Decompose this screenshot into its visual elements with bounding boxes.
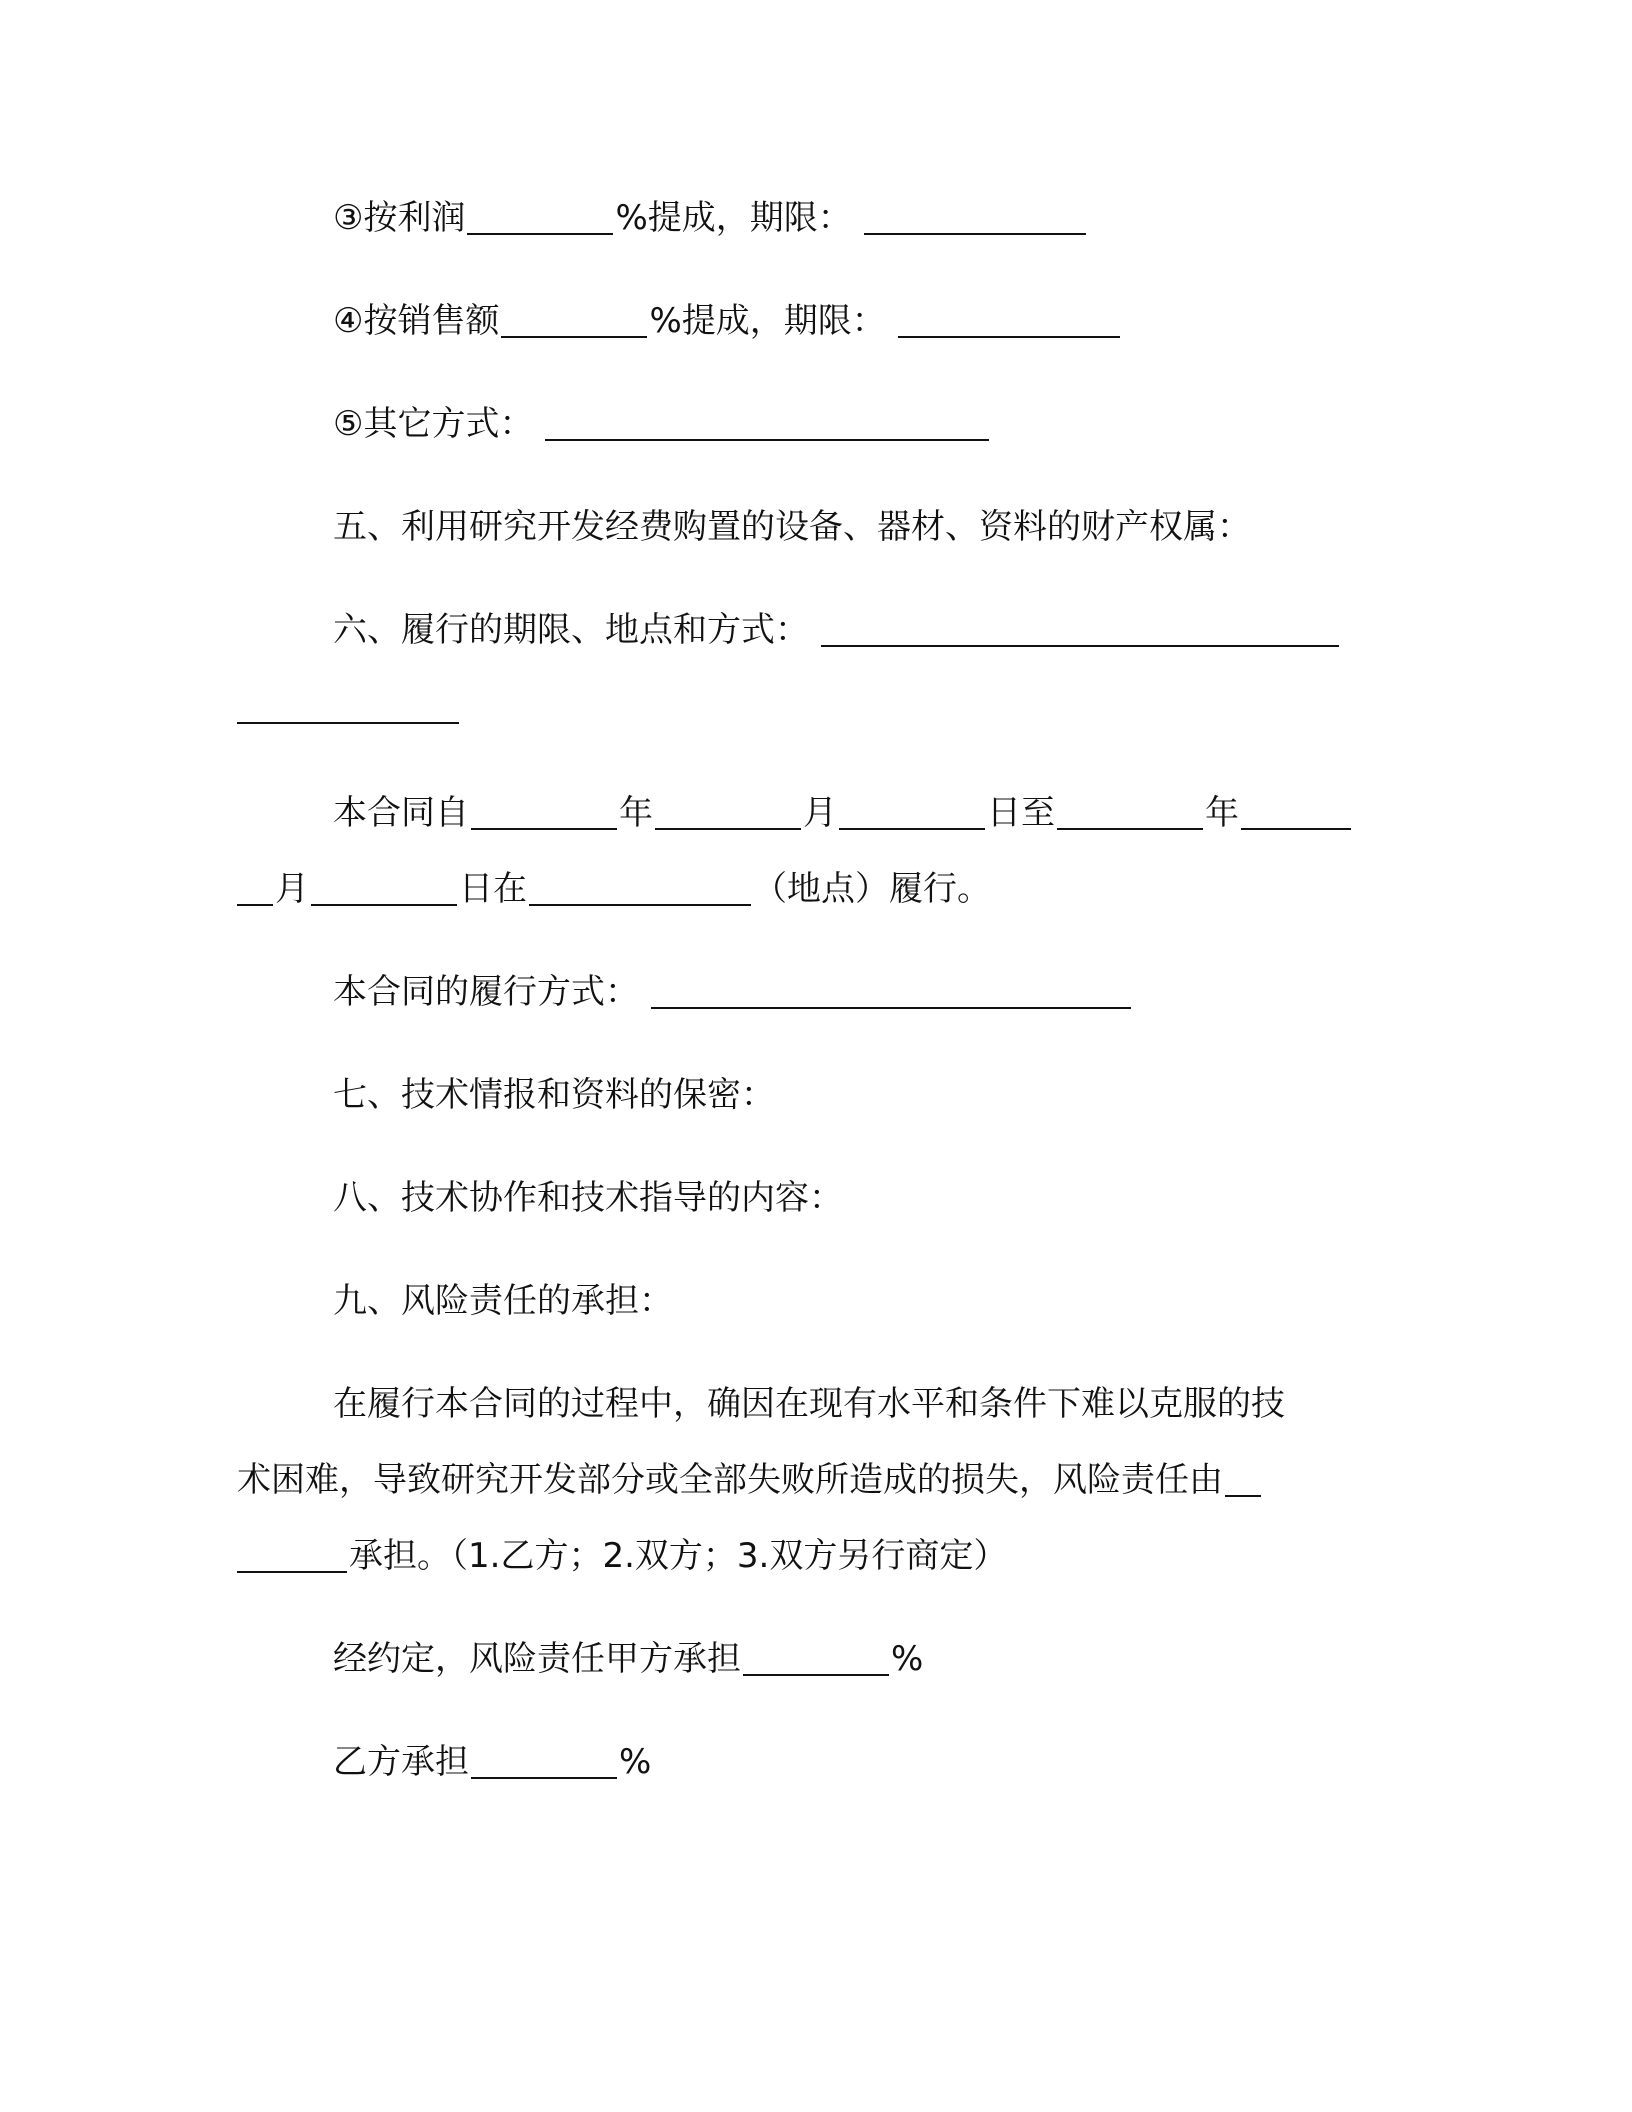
end-month-blank-continued[interactable] (237, 866, 273, 906)
clause-sales-share (333, 296, 1122, 346)
start-month-blank[interactable] (655, 790, 801, 830)
party-b-risk-blank[interactable] (471, 1739, 617, 1779)
end-month-blank[interactable] (1241, 790, 1351, 830)
sales-share-label: ④按销售额 (333, 301, 500, 341)
performance-method-line (333, 967, 1133, 1017)
risk-bearer-blank[interactable] (1225, 1457, 1261, 1497)
performance-method-blank[interactable] (651, 969, 1131, 1009)
section-five-text: 五、利用研究开发经费购置的设备、器材、资料的财产权属： (333, 507, 1251, 547)
party-b-risk-line (333, 1737, 651, 1787)
day-at-label: 日在 (459, 869, 527, 909)
risk-paragraph-text-1: 在履行本合同的过程中，确因在现有水平和条件下难以克服的技 (333, 1384, 1285, 1424)
section-seven-text: 七、技术情报和资料的保密： (333, 1075, 775, 1115)
party-a-percent-sign: % (891, 1639, 924, 1679)
profit-share-label: ③按利润 (333, 198, 466, 238)
end-day-blank[interactable] (311, 866, 457, 906)
party-b-risk-label: 乙方承担 (333, 1742, 469, 1782)
place-suffix: （地点）履行。 (753, 869, 991, 909)
risk-paragraph-line-3 (237, 1531, 1007, 1581)
section-six-heading (333, 605, 1341, 655)
section-nine-heading (333, 1276, 673, 1326)
clause-other-method (333, 399, 991, 449)
day-to-label: 日至 (987, 793, 1055, 833)
profit-percent-blank[interactable] (467, 195, 613, 235)
performance-method-label: 本合同的履行方式： (333, 972, 639, 1012)
section-six-blank[interactable] (821, 607, 1339, 647)
other-method-blank[interactable] (545, 401, 989, 441)
party-a-risk-line (333, 1634, 923, 1684)
section-nine-text: 九、风险责任的承担： (333, 1281, 673, 1321)
party-b-percent-sign: % (619, 1742, 652, 1782)
end-year-blank[interactable] (1057, 790, 1203, 830)
profit-term-blank[interactable] (864, 195, 1086, 235)
party-a-risk-blank[interactable] (743, 1636, 889, 1676)
period-from-label: 本合同自 (333, 793, 469, 833)
section-seven-heading (333, 1070, 775, 1120)
month-label-1: 月 (803, 793, 837, 833)
other-method-label: ⑤其它方式： (333, 404, 534, 444)
profit-share-suffix: %提成，期限： (615, 198, 852, 238)
start-year-blank[interactable] (471, 790, 617, 830)
start-day-blank[interactable] (839, 790, 985, 830)
place-blank[interactable] (529, 866, 751, 906)
risk-bearer-blank-continued[interactable] (237, 1533, 347, 1573)
sales-share-suffix: %提成，期限： (649, 301, 886, 341)
clause-profit-share (333, 193, 1088, 243)
risk-paragraph-line-2 (237, 1455, 1263, 1505)
month-label-2: 月 (275, 869, 309, 909)
contract-place-line (237, 864, 991, 914)
party-a-risk-label: 经约定，风险责任甲方承担 (333, 1639, 741, 1679)
contract-period-line (333, 788, 1353, 838)
year-label-1: 年 (619, 793, 653, 833)
sales-percent-blank[interactable] (501, 298, 647, 338)
risk-paragraph-line-1 (333, 1379, 1285, 1429)
section-eight-text: 八、技术协作和技术指导的内容： (333, 1178, 843, 1218)
section-six-blank-continued[interactable] (237, 722, 459, 724)
year-label-2: 年 (1205, 793, 1239, 833)
risk-paragraph-text-2: 术困难，导致研究开发部分或全部失败所造成的损失，风险责任由 (237, 1460, 1223, 1500)
risk-paragraph-text-3: 承担。（1.乙方；2.双方；3.双方另行商定） (349, 1536, 1008, 1576)
section-six-text: 六、履行的期限、地点和方式： (333, 610, 809, 650)
sales-term-blank[interactable] (898, 298, 1120, 338)
section-five-heading (333, 502, 1251, 552)
section-eight-heading (333, 1173, 843, 1223)
